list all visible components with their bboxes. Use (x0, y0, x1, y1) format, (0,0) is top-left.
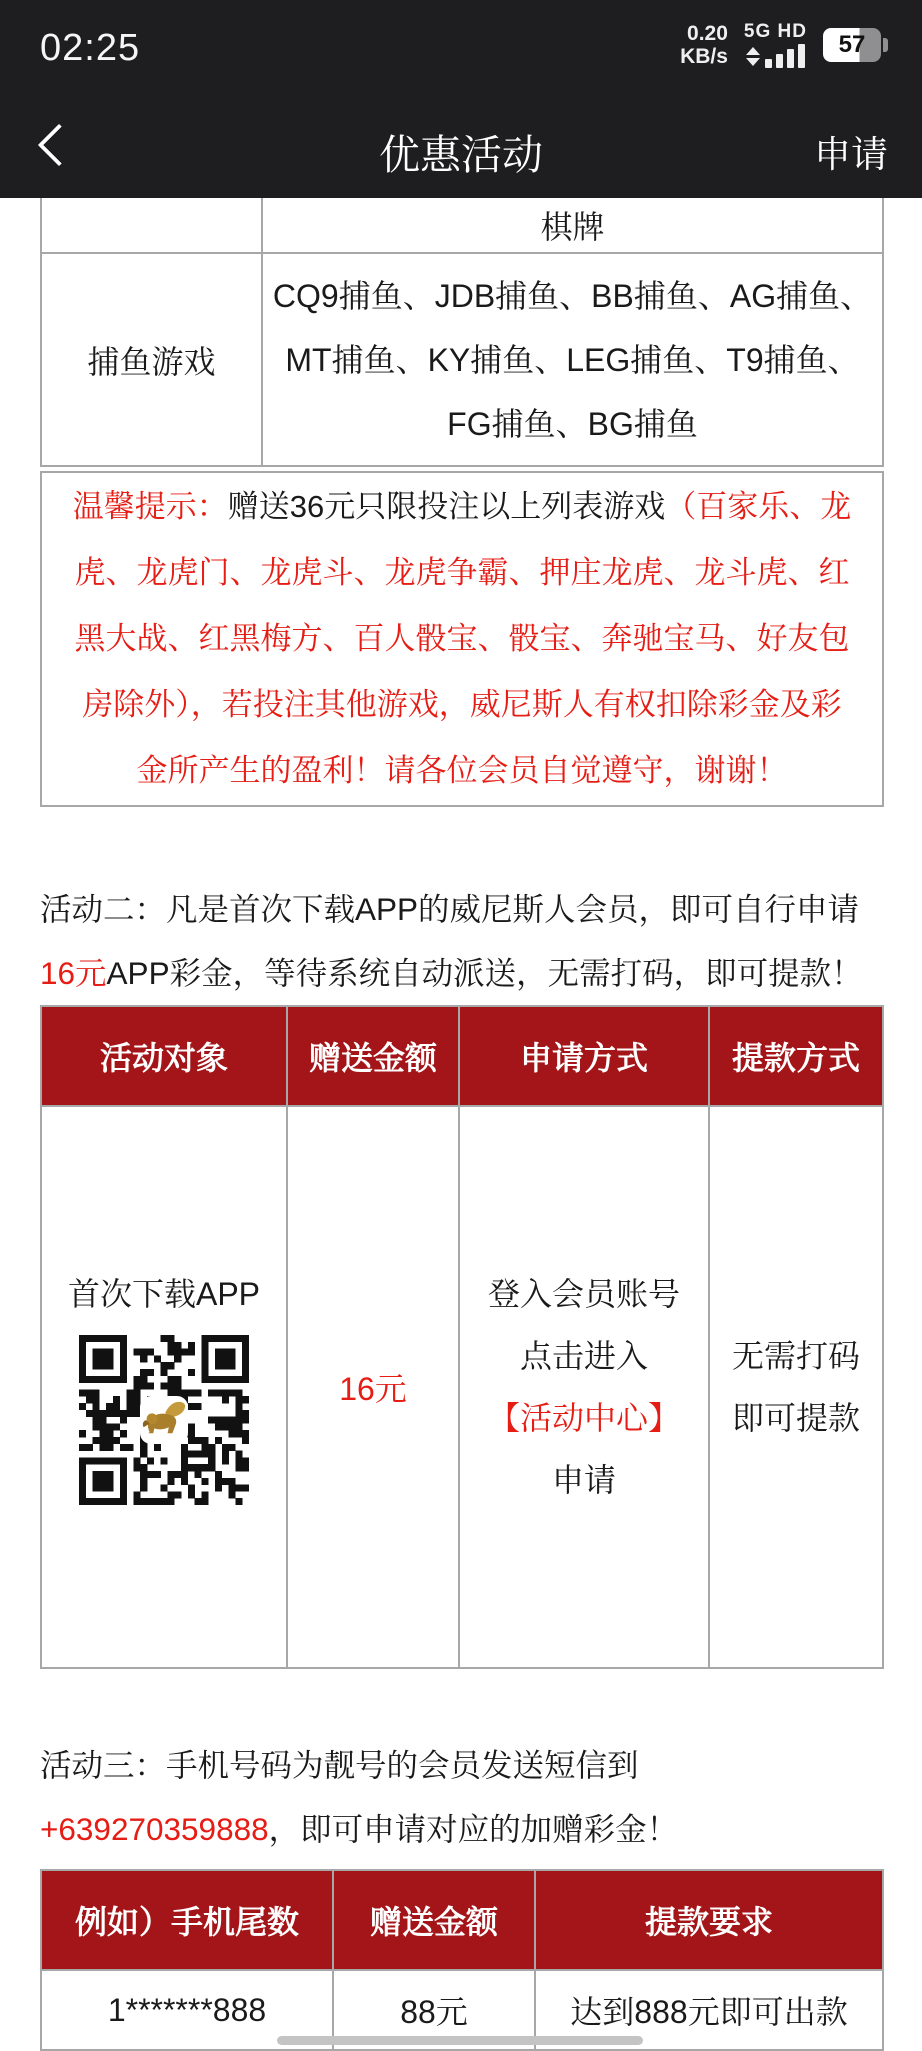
activity2-amount-highlight: 16元 (40, 955, 107, 991)
phone-tail-cell: 1*******888 (41, 1970, 333, 2050)
network-speed-value: 0.20 (687, 22, 728, 45)
activity3-description (40, 1733, 884, 1861)
column-header: 例如）手机尾数 (41, 1870, 333, 1970)
warning-black-text: 赠送36元只限投注以上列表游戏 (227, 489, 666, 524)
game-category-cell: 捕鱼游戏 (41, 253, 262, 466)
promo-content (40, 198, 884, 2051)
qr-code (79, 1335, 249, 1505)
warning-notice (40, 471, 884, 807)
table-row (41, 253, 883, 466)
page-title: 优惠活动 (379, 132, 543, 178)
apply-line: 点击进入 (519, 1338, 648, 1374)
status-bar (0, 0, 922, 96)
apply-method-cell (459, 1106, 709, 1668)
app-header (0, 0, 922, 198)
data-transfer-arrows-icon (746, 47, 760, 66)
activity2-table (40, 1005, 884, 1669)
warning-lead: 温馨提示： (72, 489, 228, 524)
withdraw-line: 无需打码 (731, 1338, 860, 1374)
signal-bars-icon (765, 44, 805, 68)
bonus-amount-cell: 16元 (287, 1106, 459, 1668)
table-row (41, 1106, 883, 1668)
game-list-table (40, 198, 884, 467)
column-header: 申请方式 (459, 1006, 709, 1106)
column-header: 提款方式 (709, 1006, 883, 1106)
activity-center-link-text: 【活动中心】 (487, 1400, 680, 1436)
activity3-text: 活动三：手机号码为靓号的会员发送短信到 (40, 1747, 639, 1783)
game-category-cell-empty (41, 198, 262, 253)
battery-percent: 57 (838, 31, 866, 58)
venetian-lion-logo-icon (140, 1396, 188, 1444)
game-list-cell: 棋牌 (262, 198, 883, 253)
column-header: 活动对象 (41, 1006, 287, 1106)
table-header-row (41, 1006, 883, 1106)
withdraw-requirement-cell: 达到888元即可出款 (535, 1970, 883, 2050)
status-right-cluster (680, 22, 888, 68)
activity2-text-after: APP彩金，等待系统自动派送，无需打码，即可提款！ (106, 955, 863, 991)
apply-line: 登入会员账号 (487, 1276, 680, 1312)
activity-target-cell (41, 1106, 287, 1668)
activity2-text: 活动二：凡是首次下载APP的威尼斯人会员，即可自行申请 (40, 891, 860, 927)
target-label: 首次下载APP (67, 1276, 261, 1312)
table-header-row (41, 1870, 883, 1970)
activity3-phone-highlight: +639270359888 (40, 1811, 269, 1847)
network-type-label: 5G HD (743, 21, 807, 42)
game-list-cell: CQ9捕鱼、JDB捕鱼、BB捕鱼、AG捕鱼、MT捕鱼、KY捕鱼、LEG捕鱼、T9捕鱼、FG捕鱼、BG捕鱼 (262, 253, 883, 466)
nav-bar (0, 96, 922, 198)
apply-button[interactable]: 申请 (814, 134, 888, 175)
table-row (41, 198, 883, 253)
cellular-signal-indicator (744, 22, 807, 68)
network-speed-unit: KB/s (680, 45, 728, 68)
activity3-text-after: ，即可申请对应的加赠彩金！ (268, 1811, 679, 1847)
withdraw-line: 即可提款 (731, 1400, 860, 1436)
status-time: 02:25 (40, 27, 141, 69)
activity2-description (40, 877, 884, 1005)
network-speed-indicator (680, 22, 728, 68)
battery-icon (823, 28, 888, 62)
apply-line: 申请 (551, 1462, 616, 1498)
horizontal-scrollbar[interactable] (277, 2036, 643, 2045)
column-header: 赠送金额 (333, 1870, 535, 1970)
column-header: 提款要求 (535, 1870, 883, 1970)
column-header: 赠送金额 (287, 1006, 459, 1106)
activity3-table (40, 1869, 884, 2051)
warning-red-text: （百家乐、龙虎、龙虎门、龙虎斗、龙虎争霸、押庄龙虎、龙斗虎、红黑大战、红黑梅方、百人骰宝、骰宝、奔驰宝马、好友包房除外），若投注其他游戏，威尼斯人有权扣除彩金及彩金所产生的盈利！请各位会员自觉遵守，谢谢！ (74, 489, 852, 788)
withdraw-method-cell (709, 1106, 883, 1668)
bonus-amount-cell: 88元 (333, 1970, 535, 2050)
